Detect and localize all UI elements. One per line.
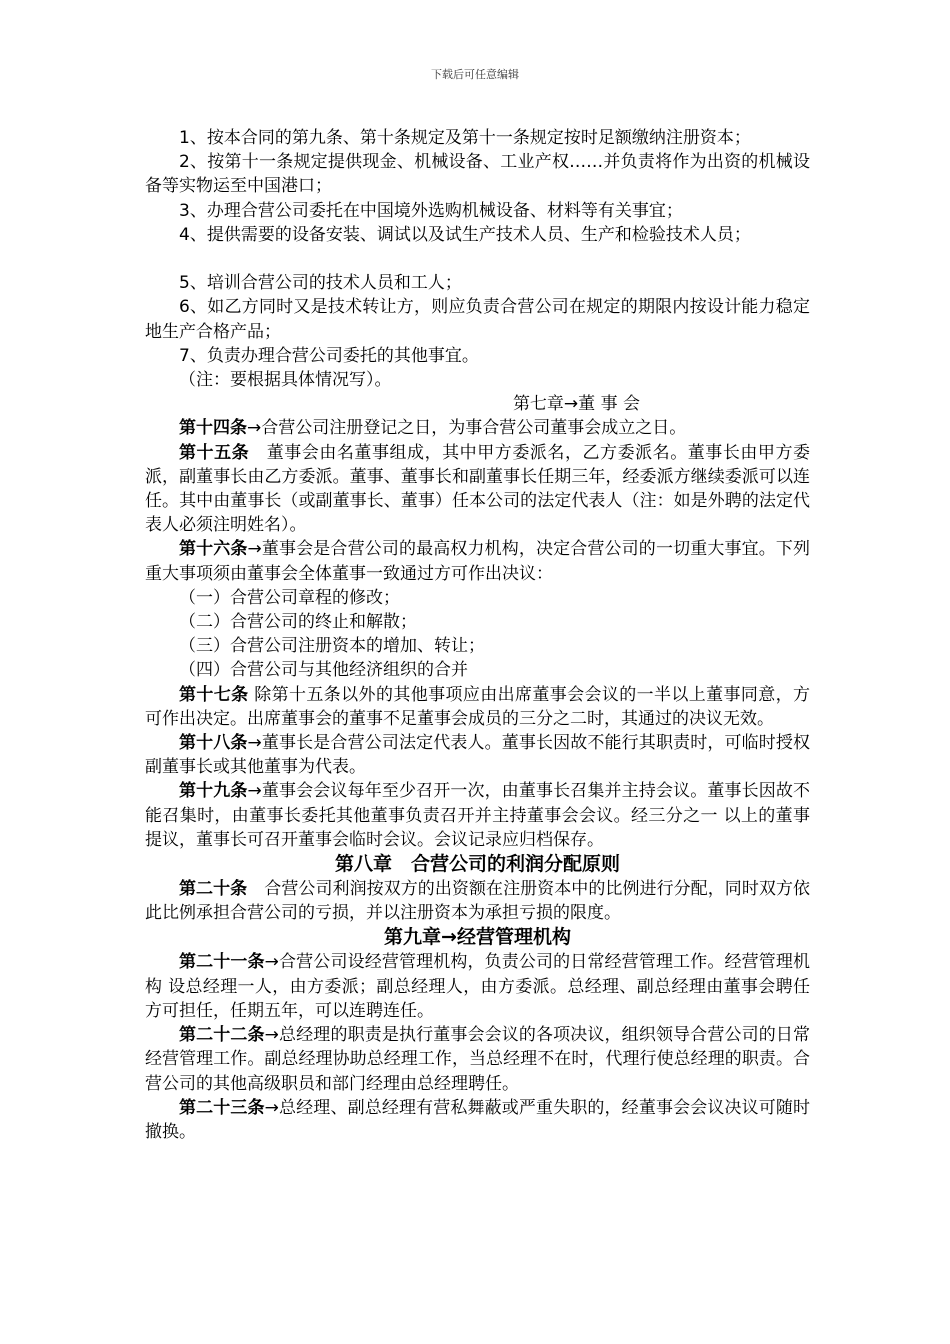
article-text: →董事会是合营公司的最高权力机构，决定合营公司的一切重大事宜。下列重大事项须由董事会全体董事一致通过方可作出决议： [145,539,810,584]
list-item: 4、提供需要的设备安装、调试以及试生产技术人员、生产和检验技术人员； [179,224,751,245]
article-17 [145,683,810,731]
article-label: 第十八条 [179,733,248,754]
article-label: 第二十一条 [179,952,265,973]
article-23 [145,1096,810,1144]
article-label: 第十四条 [179,418,247,439]
article-text: →合营公司设经营管理机构，负责公司的日常经营管理工作。经营管理机构 设总经理一人，由方委派；副总经理人，由方委派。总经理、副总经理由董事会聘任方可担任，任期五年，可以连聘连任。 [145,952,811,1021]
article-22 [145,1023,810,1096]
sub-item: （三）合营公司注册资本的增加、转让； [179,636,485,657]
page-header: 下载后可任意编辑 [431,68,519,81]
list-item: 3、办理合营公司委托在中国境外选购机械设备、材料等有关事宜； [179,200,683,221]
article-label: 第十五条 [179,442,250,463]
blank-line [145,247,810,271]
article-text: 除第十五条以外的其他事项应由出席董事会会议的一半以上董事同意，方可作出决定。出席董事会的董事不足董事会成员的三分之二时，其通过的决议无效。 [145,684,811,729]
list-item: 6、如乙方同时又是技术转让方，则应负责合营公司在规定的期限内按设计能力稳定地生产合格产品； [145,297,810,342]
article-label: 第二十三条 [179,1097,265,1118]
chapter-9-heading: 第九章→经营管理机构 [384,926,571,949]
sub-item: （二）合营公司的终止和解散； [179,612,417,633]
article-18 [145,731,810,779]
article-text: 合营公司利润按双方的出资额在注册资本中的比例进行分配，同时双方依此比例承担合营公司的亏损，并以注册资本为承担亏损的限度。 [145,879,811,924]
article-text: →总经理、副总经理有营私舞蔽或严重失职的，经董事会会议决议可随时撤换。 [145,1097,811,1142]
article-text: →合营公司注册登记之日，为事合营公司董事会成立之日。 [247,418,687,439]
list-item: 1、按本合同的第九条、第十条规定及第十一条规定按时足额缴纳注册资本； [179,128,751,148]
chapter-7-heading: 第七章→董 事 会 [512,394,640,415]
article-15 [145,441,810,538]
list-item: 7、负责办理合营公司委托的其他事宜。 [179,345,479,366]
article-text: →董事长是合营公司法定代表人。董事长因故不能行其职责时，可临时授权副董事长或其他董事为代表。 [145,733,810,778]
article-20 [145,877,810,925]
list-item: 2、按第十一条规定提供现金、机械设备、工业产权……并负责将作为出资的机械设备等实物运至中国港口； [145,152,810,197]
chapter-8-heading: 第八章 合营公司的利润分配原则 [334,853,620,876]
article-14 [145,416,810,440]
article-label: 第二十条 [179,879,248,900]
article-19 [145,779,810,852]
list-item: 5、培训合营公司的技术人员和工人； [179,273,462,294]
article-text: →董事会会议每年至少召开一次，由董事长召集并主持会议。董事长因故不能召集时，由董事长委托其他董事负责召开并主持董事会会议。经三分之一 以上的董事提议，董事长可召开董事会临时会议。会议记录应归档保存。 [145,781,810,850]
document-body [145,126,810,1144]
sub-item: （四）合营公司与其他经济组织的合并 [179,660,468,681]
article-text: →总经理的职责是执行董事会会议的各项决议，组织领导合营公司的日常经营管理工作。副总经理协助总经理工作，当总经理不在时，代理行使总经理的职责。合营公司的其他高级职员和部门经理由总经理聘任。 [145,1025,811,1094]
note: （注：要根据具体情况写）。 [179,370,392,391]
article-text: 董事会由名董事组成，其中甲方委派名，乙方委派名。董事长由甲方委派，副董事长由乙方委派。董事、董事长和副董事长任期三年，经委派方继续委派可以连任。其中由董事长（或副董事长、董事）任本公司的法定代表人（注：如是外聘的法定代表人必须注明姓名）。 [145,442,810,536]
article-label: 第二十二条 [179,1025,265,1046]
article-label: 第十九条 [179,781,248,802]
sub-item: （一）合营公司章程的修改； [179,587,400,608]
article-label: 第十七条 [179,684,249,705]
article-label: 第十六条 [179,539,248,560]
article-16 [145,537,810,585]
article-21 [145,950,810,1023]
